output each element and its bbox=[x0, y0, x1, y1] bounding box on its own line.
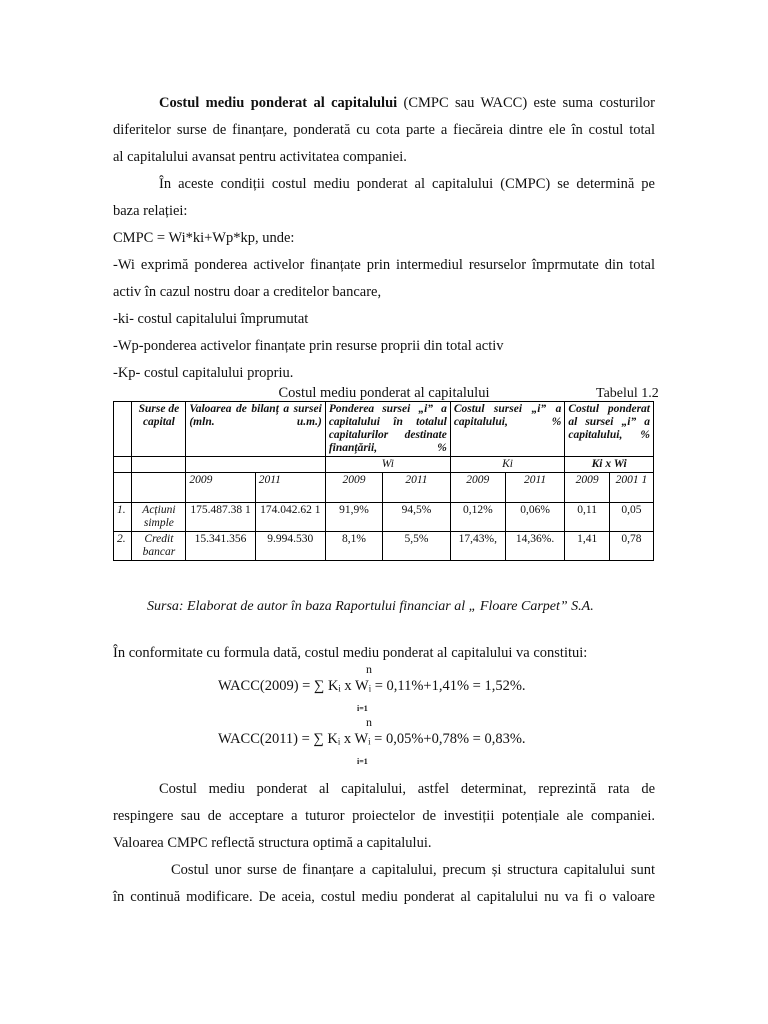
header-weight: Ponderea sursei „i” a capitalului în totalul capitalurilor destinate finanțării, % bbox=[325, 402, 450, 457]
table-number: Tabelul 1.2 bbox=[596, 386, 659, 401]
source-note: Sursa: Elaborat de autor în baza Raportului financiar al „ Floare Carpet” S.A. bbox=[147, 599, 594, 614]
symbol-kw: Ki x Wi bbox=[565, 457, 654, 473]
row-name: Acțiuni simple bbox=[132, 503, 186, 532]
conclusion-line-1: Costul mediu ponderat al capitalului, astfel determinat, reprezintă rata de bbox=[159, 781, 655, 797]
def-wp: -Wp-ponderea activelor finanțate prin resurse proprii din total activ bbox=[113, 338, 504, 354]
conditions-line-2: baza relației: bbox=[113, 203, 188, 219]
sum-upper-limit: n bbox=[366, 662, 372, 676]
cell-value: 174.042.62 1 bbox=[255, 503, 325, 532]
cmpc-conclusion-paragraph bbox=[113, 776, 655, 857]
year-cell: 2009 bbox=[325, 473, 382, 503]
year-cell: 2011 bbox=[255, 473, 325, 503]
header-cost: Costul sursei „i” a capitalului, % bbox=[450, 402, 565, 457]
sum-lower-limit: i=1 bbox=[357, 704, 368, 713]
sum-upper-limit: n bbox=[366, 715, 372, 729]
wacc-table bbox=[113, 401, 654, 561]
cell-value: 8,1% bbox=[325, 532, 382, 561]
def-kp: -Kp- costul capitalului propriu. bbox=[113, 365, 294, 381]
table-years-row bbox=[114, 473, 654, 503]
conditions-line-1: În aceste condiții costul mediu ponderat al capitalului (CMPC) se determină pe bbox=[159, 176, 655, 192]
table-symbol-row bbox=[114, 457, 654, 473]
row-num: 1. bbox=[114, 503, 132, 532]
structure-line-1: Costul unor surse de finanțare a capitalului, precum și structura capitalului sunt bbox=[171, 862, 655, 878]
table-row bbox=[114, 503, 654, 532]
row-name: Credit bancar bbox=[132, 532, 186, 561]
year-cell: 2009 bbox=[565, 473, 610, 503]
table-row bbox=[114, 532, 654, 561]
structure-line-2: în continuă modificare. De aceia, costul mediu ponderat al capitalului nu va fi o valoare bbox=[113, 889, 655, 905]
row-num: 2. bbox=[114, 532, 132, 561]
cell-value: 91,9% bbox=[325, 503, 382, 532]
cell-value: 0,05 bbox=[609, 503, 653, 532]
intro-paragraph bbox=[113, 90, 655, 171]
header-value: Valoarea de bilanț a sursei (mln. u.m.) bbox=[186, 402, 325, 457]
year-cell: 2011 bbox=[505, 473, 565, 503]
intro-line-1: Costul mediu ponderat al capitalului (CMPC sau WACC) este suma costurilor bbox=[159, 95, 656, 111]
def-wi-line-2: activ în cazul nostru doar a creditelor bancare, bbox=[113, 284, 382, 300]
sum-lower-limit: i=1 bbox=[357, 757, 368, 766]
year-cell: 2011 bbox=[383, 473, 451, 503]
header-weighted: Costul ponderat al sursei „i” a capitalului, % bbox=[565, 402, 654, 457]
table-header-row bbox=[114, 402, 654, 457]
cell-value: 14,36%. bbox=[505, 532, 565, 561]
cell-value: 0,06% bbox=[505, 503, 565, 532]
conformity-line: În conformitate cu formula dată, costul mediu ponderat al capitalului va constitui: bbox=[113, 645, 588, 661]
cell-value: 1,41 bbox=[565, 532, 610, 561]
cell-value: 175.487.38 1 bbox=[186, 503, 255, 532]
year-cell: 2009 bbox=[186, 473, 255, 503]
intro-bold-term: Costul mediu ponderat al capitalului bbox=[159, 95, 398, 111]
symbol-w: Wi bbox=[325, 457, 450, 473]
def-ki: -ki- costul capitalului împrumutat bbox=[113, 311, 309, 327]
conclusion-line-2: respingere sau de acceptare a tuturor proiectelor de investiții potențiale ale companiei. bbox=[113, 808, 655, 824]
cell-value: 0,78 bbox=[609, 532, 653, 561]
cell-value: 9.994.530 bbox=[255, 532, 325, 561]
def-wi-line-1: -Wi exprimă ponderea activelor finanțate prin intermediul resurselor împrmutate din total bbox=[113, 257, 655, 273]
cell-value: 15.341.356 bbox=[186, 532, 255, 561]
wacc-2009-formula: WACC(2009) = ∑ Kᵢ x Wᵢ = 0,11%+1,41% = 1,52%. bbox=[218, 678, 526, 694]
capital-structure-paragraph bbox=[113, 857, 655, 911]
symbol-k: Ki bbox=[450, 457, 565, 473]
cell-value: 0,11 bbox=[565, 503, 610, 532]
cell-value: 94,5% bbox=[383, 503, 451, 532]
year-cell: 2001 1 bbox=[609, 473, 653, 503]
cell-value: 17,43%, bbox=[450, 532, 505, 561]
wacc-2011-formula: WACC(2011) = ∑ Kᵢ x Wᵢ = 0,05%+0,78% = 0,83%. bbox=[218, 731, 526, 747]
header-num-cell bbox=[114, 402, 132, 457]
year-cell: 2009 bbox=[450, 473, 505, 503]
table-title: Costul mediu ponderat al capitalului bbox=[278, 385, 490, 401]
cell-value: 5,5% bbox=[383, 532, 451, 561]
intro-line-3: al capitalului avansat pentru activitatea companiei. bbox=[113, 149, 407, 165]
conditions-paragraph bbox=[113, 171, 655, 387]
cell-value: 0,12% bbox=[450, 503, 505, 532]
header-source: Surse de capital bbox=[132, 402, 186, 457]
cmpc-formula: CMPC = Wi*ki+Wp*kp, unde: bbox=[113, 230, 295, 246]
conclusion-line-3: Valoarea CMPC reflectă structura optimă a capitalului. bbox=[113, 835, 432, 851]
intro-line-2: diferitelor surse de finanțare, ponderată cu cota parte a fiecăreia dintre ele în costul total bbox=[113, 122, 655, 138]
